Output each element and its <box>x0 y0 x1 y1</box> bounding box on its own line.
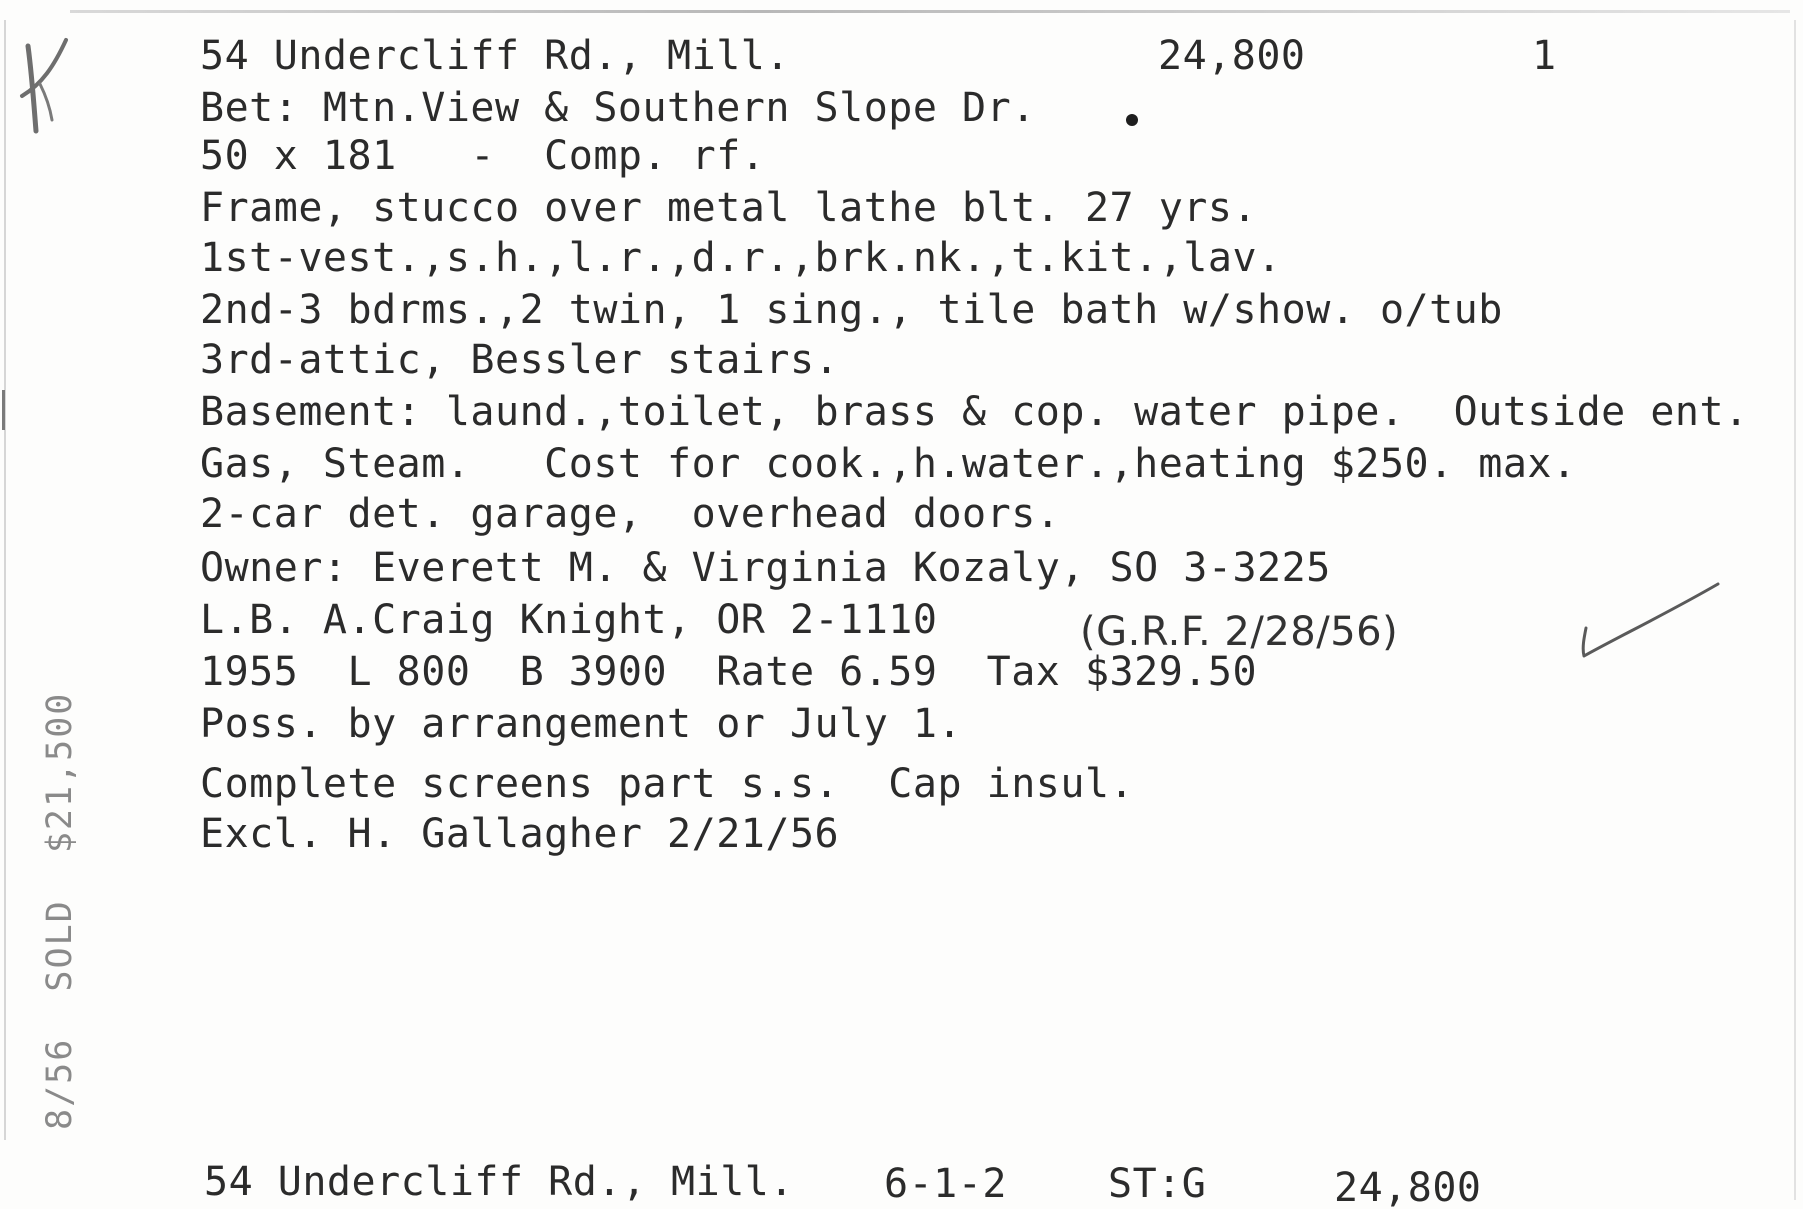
line-construction: Frame, stucco over metal lathe blt. 27 yrs. <box>200 185 1258 231</box>
line-screens-insulation: Complete screens part s.s. Cap insul. <box>200 761 1135 807</box>
card-number: 1 <box>1532 33 1557 79</box>
line-possession: Poss. by arrangement or July 1. <box>200 701 963 747</box>
card-top-edge <box>70 10 1790 13</box>
line-owner: Owner: Everett M. & Virginia Kozaly, SO 3-3225 <box>200 545 1331 591</box>
line-lot-roof: 50 x 181 - Comp. rf. <box>200 133 766 179</box>
line-third-floor: 3rd-attic, Bessler stairs. <box>200 337 840 383</box>
line-listing-broker: L.B. A.Craig Knight, OR 2-1110 <box>200 597 938 643</box>
card-edge-tick <box>2 390 5 430</box>
line-garage: 2-car det. garage, overhead doors. <box>200 491 1061 537</box>
header-price: 24,800 <box>1158 33 1306 79</box>
footer-status: ST:G <box>1108 1161 1207 1207</box>
grf-note: (G.R.F. 2/28/56) <box>1080 609 1399 655</box>
sold-note: 8/56 SOLD $21,500 <box>40 691 80 1130</box>
card-left-edge <box>4 20 6 1140</box>
line-heating: Gas, Steam. Cost for cook.,h.water.,heating $250. max. <box>200 441 1577 487</box>
footer-price: 24,800 <box>1334 1165 1482 1211</box>
ink-dot-icon <box>1124 112 1140 128</box>
header-address: 54 Undercliff Rd., Mill. <box>200 33 790 79</box>
line-first-floor: 1st-vest.,s.h.,l.r.,d.r.,brk.nk.,t.kit.,lav. <box>200 235 1282 281</box>
x-pencil-mark-icon <box>14 36 74 136</box>
footer-code: 6-1-2 <box>884 1161 1007 1207</box>
line-basement: Basement: laund.,toilet, brass & cop. water pipe. Outside ent. <box>200 389 1749 435</box>
line-tax: 1955 L 800 B 3900 Rate 6.59 Tax $329.50 <box>200 649 1258 695</box>
footer-address: 54 Undercliff Rd., Mill. <box>204 1159 794 1205</box>
line-exclusive: Excl. H. Gallagher 2/21/56 <box>200 811 840 857</box>
line-second-floor: 2nd-3 bdrms.,2 twin, 1 sing., tile bath w/show. o/tub <box>200 287 1503 333</box>
line-between: Bet: Mtn.View & Southern Slope Dr. <box>200 85 1036 131</box>
card-right-edge <box>1794 20 1796 1200</box>
check-mark-icon <box>1576 578 1726 660</box>
